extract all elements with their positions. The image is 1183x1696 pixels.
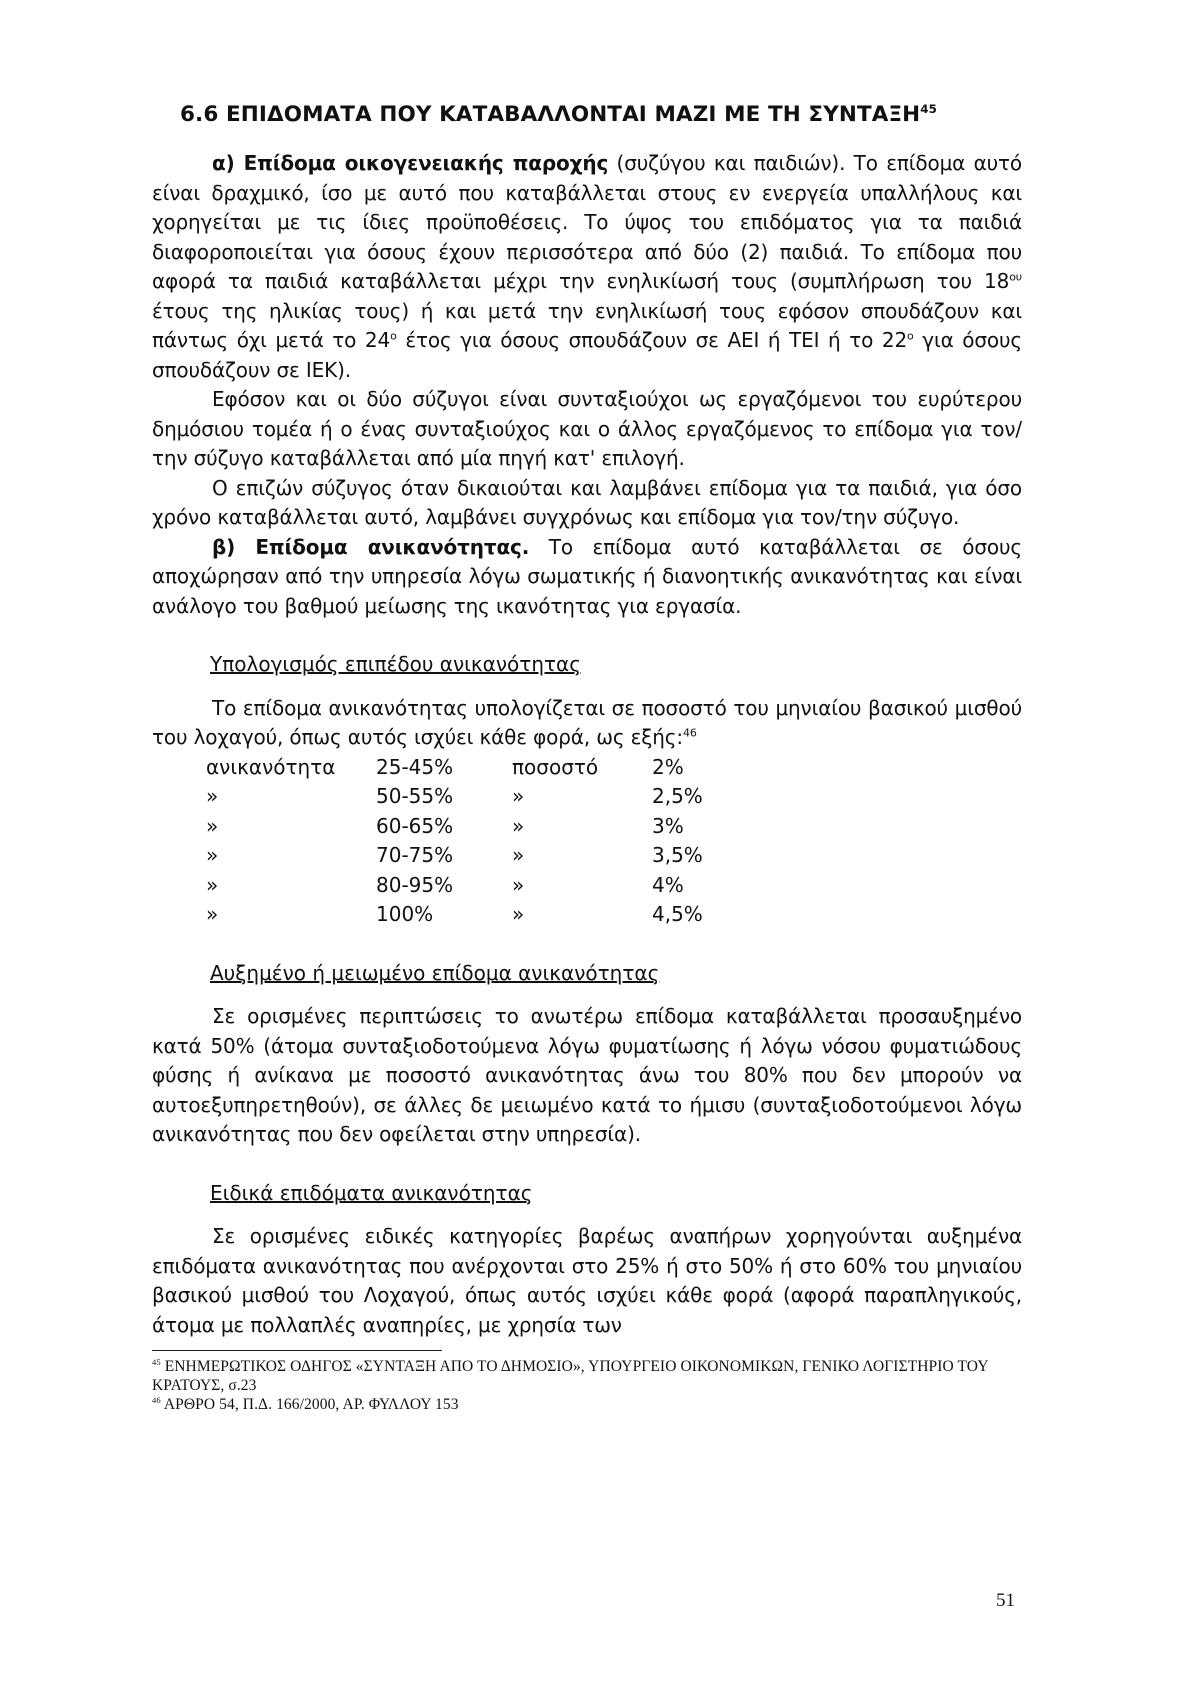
table-row: ανικανότητα 25-45% ποσοστό 2%: [206, 754, 684, 779]
section-a-title: α) Επίδομα οικογενειακής παροχής: [212, 151, 609, 175]
footnote: $^{46}$ ΑΡΘΡΟ 54, Π.Δ. 166/2000, ΑΡ. ΦΥΛΛΟΥ 153: [152, 1394, 459, 1413]
disability-rate-table: [206, 753, 1022, 930]
calc-paragraph: Το επίδομα ανικανότητας υπολογίζεται σε ποσοστό του μηνιαίου βασικού μισθού του λοχαγού, όπως αυτός ισχύει κάθε φορά, ως εξής:$^{46}$: [152, 695, 1022, 749]
table-row: » 80-95% » 4%: [206, 872, 684, 897]
section-heading: 6.6 ΕΠΙΔΟΜΑΤΑ ΠΟΥ ΚΑΤΑΒΑΛΛΟΝΤΑΙ ΜΑΖΙ ΜΕ ΤΗ ΣΥΝΤΑΞΗ$^{45}$: [180, 101, 937, 127]
calc-subheading: Υπολογισμός επιπέδου ανικανότητας: [210, 652, 581, 676]
special-subheading: Ειδικά επιδόματα ανικανότητας: [210, 1180, 533, 1205]
increased-subheading: Αυξημένο ή μειωμένο επίδομα ανικανότητας: [210, 960, 660, 985]
page-number: 51: [996, 1590, 1015, 1611]
section-b-paragraph: β) Επίδομα ανικανότητας. Το επίδομα αυτό καταβάλλεται σε όσους αποχώρησαν από την υπηρεσία λόγω σωματικής ή διανοητικής ανικανότητας και είναι ανάλογο του βαθμού μείωσης της ικανότητας για εργασία.: [152, 534, 1022, 618]
section-a-paragraph: α) Επίδομα οικογενειακής παροχής (συζύγου και παιδιών). Το επίδομα αυτό είναι δραχμικό, ίσο με αυτό που καταβάλλεται στους εν ενεργεία υπαλλήλους και χορηγείται με τις ίδιες προϋποθέσεις. Το ύψος του επιδόματος για τα παιδιά διαφοροποιείται για όσους έχουν περισσότερα από δύο (2) παιδιά. Το επίδομα που αφορά τα παιδιά καταβάλλεται μέχρι την ενηλικίωσή τους (συμπλήρωση του $18^{o\upsilon}$ έτους της ηλικίας τους) ή και μετά την ενηλικίωσή τους εφόσον σπουδάζουν και πάντως όχι μετά το $24^o$ έτος για όσους σπουδάζουν σε ΑΕΙ ή ΤΕΙ ή το $22^o$ για όσους σπουδάζουν σε ΙΕΚ).: [152, 151, 1023, 382]
footnote-separator: [152, 1350, 442, 1351]
spouses-paragraph: Εφόσον και οι δύο σύζυγοι είναι συνταξιούχοι ως εργαζόμενοι του ευρύτερου δημόσιου τομέα ή ο ένας συνταξιούχος και ο άλλος εργαζόμενος το επίδομα για τον/την σύζυγο καταβάλλεται από μία πηγή κατ' επιλογή.: [152, 387, 1022, 470]
section-b-title: β) Επίδομα ανικανότητας.: [212, 534, 530, 559]
footnote-ref-46: 46: [683, 726, 697, 740]
page-content: [152, 102, 1022, 1414]
surviving-spouse-paragraph: Ο επιζών σύζυγος όταν δικαιούται και λαμβάνει επίδομα για τα παιδιά, για όσο χρόνο καταβάλλεται αυτό, λαμβάνει συγχρόνως και επίδομα για τον/την σύζυγο.: [152, 475, 1022, 529]
table-row: » 60-65% » 3%: [206, 813, 684, 838]
table-row: » 70-75% » 3,5%: [206, 843, 703, 867]
footnote-ref-45: 45: [920, 101, 937, 116]
increased-paragraph: Σε ορισμένες περιπτώσεις το ανωτέρω επίδομα καταβάλλεται προσαυξημένο κατά 50% (άτομα συνταξιοδοτούμενα λόγω φυματίωσης ή λόγω νόσου φυματιώδους φύσης ή ανίκανα με ποσοστό ανικανότητας άνω του 80% που δεν μπορούν να αυτοεξυπηρετηθούν), σε άλλες δε μειωμένο κατά το ήμισυ (συνταξιοδοτούμενοι λόγω ανικανότητας που δεν οφείλεται στην υπηρεσία).: [152, 1004, 1022, 1146]
table-row: » 100% » 4,5%: [206, 902, 703, 926]
special-paragraph: Σε ορισμένες ειδικές κατηγορίες βαρέως αναπήρων χορηγούνται αυξημένα επιδόματα ανικανότητας που ανέρχονται στο 25% ή στο 50% ή στο 60% του μηνιαίου βασικού μισθού του Λοχαγού, όπως αυτός ισχύει κάθε φορά (αφορά παραπληγικούς, άτομα με πολλαπλές αναπηρίες, με χρησία των: [152, 1224, 1022, 1337]
table-row: » 50-55% » 2,5%: [206, 784, 703, 808]
footnote: $^{45}$ ΕΝΗΜΕΡΩΤΙΚΟΣ ΟΔΗΓΟΣ «ΣΥΝΤΑΞΗ ΑΠΟ ΤΟ ΔΗΜΟΣΙΟ», ΥΠΟΥΡΓΕΙΟ ΟΙΚΟΝΟΜΙΚΩΝ, ΓΕΝΙΚΟ ΛΟΓΙΣΤΗΡΙΟ ΤΟΥ ΚΡΑΤΟΥΣ, σ.23: [152, 1356, 989, 1394]
